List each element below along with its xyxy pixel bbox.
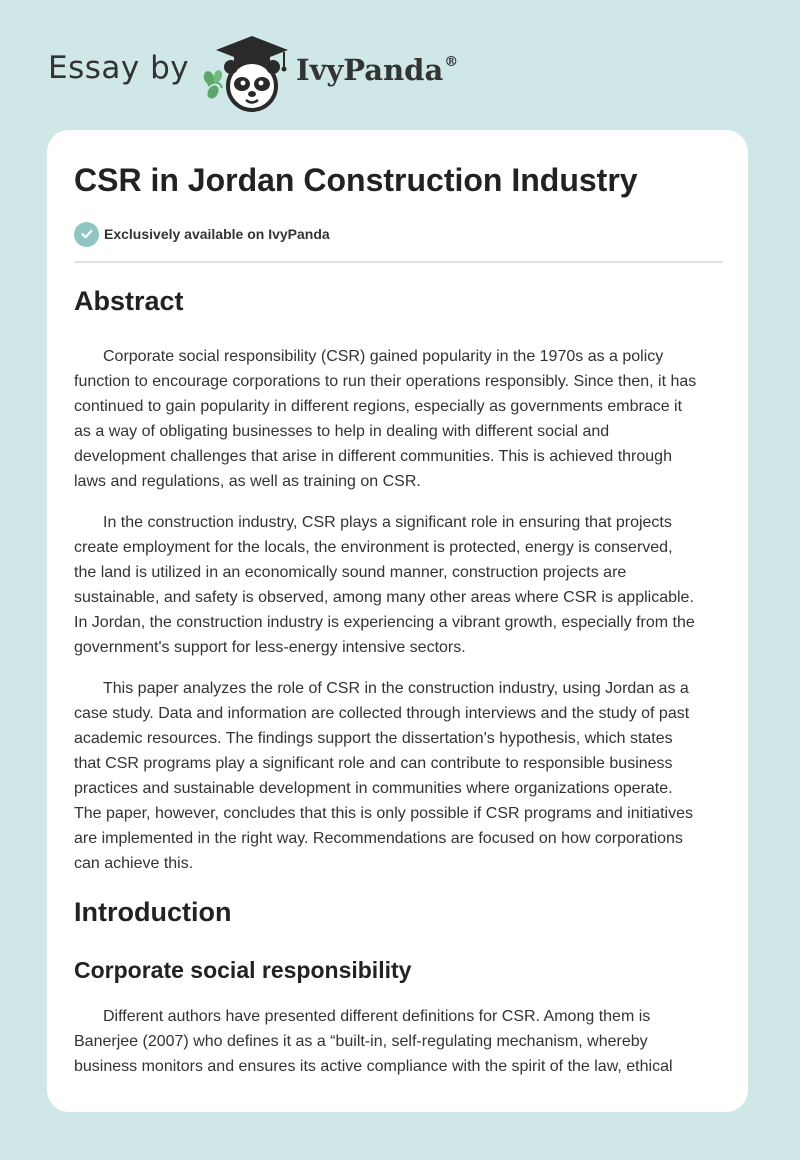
site-header [48,30,548,110]
badge-label: Exclusively available on IvyPanda [104,226,330,242]
article-card [47,130,748,1112]
csr-paragraph: Different authors have presented different definitions for CSR. Among them is Banerjee (2007) who defines it as a “built-in, self-regulating mechanism, whereby business monitors and ensures its active compliance with the spirit of the law, ethical [74,1008,673,1075]
essay-by-label: Essay by [48,50,190,86]
abstract-paragraph-3: This paper analyzes the role of CSR in the construction industry, using Jordan as a case study. Data and information are collected through interviews and the study of past academic resources. The findings support the dissertation's hypothesis, which states that CSR programs play a significant role and can contribute to responsible business practices and sustainable development in communities where organizations operate. The paper, however, concludes that this is only possible if CSR programs and initiatives are implemented in the right way. Recommendations are focused on how corporations can achieve this. [74,680,693,872]
title-divider [74,261,723,263]
panda-graduation-cap-icon [200,34,292,112]
csr-subheading: Corporate social responsibility [74,957,412,983]
article-body [74,280,734,1079]
check-circle-icon [74,222,99,247]
page-title: CSR in Jordan Construction Industry [74,162,638,198]
brand-name[interactable]: IvyPanda® [296,53,459,87]
abstract-paragraph-1: Corporate social responsibility (CSR) gained popularity in the 1970s as a policy function to encourage corporations to run their operations responsibly. Since then, it has continued to gain popularity in different regions, especially as governments embrace it as a way of obligating businesses to help in dealing with different social and development challenges that arise in different communities. This is achieved through laws and regulations, as well as training on CSR. [74,348,697,490]
abstract-heading: Abstract [74,286,184,316]
registered-mark: ® [444,54,459,70]
exclusive-badge [74,221,330,247]
abstract-paragraph-2: In the construction industry, CSR plays a significant role in ensuring that projects create employment for the locals, the environment is protected, energy is conserved, the land is utilized in an economically sound manner, construction projects are sustainable, and safety is observed, among many other areas where CSR is applicable. In Jordan, the construction industry is experiencing a vibrant growth, especially from the government's support for less-energy intensive sectors. [74,514,695,656]
introduction-heading: Introduction [74,897,232,927]
